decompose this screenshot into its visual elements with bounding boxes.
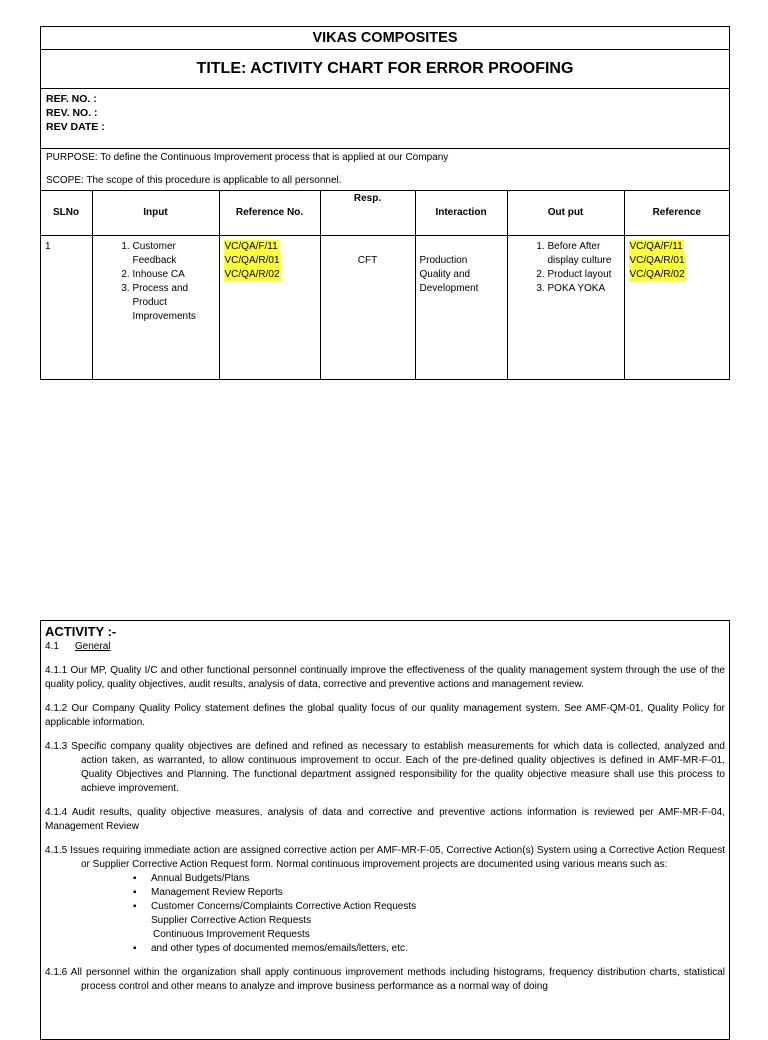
paragraph-4-1-4: 4.1.4 Audit results, quality objective measures, analysis of data and corrective and preventive actions information is reviewed per AMF-MR-F-04, Management Review	[45, 807, 725, 832]
highlighted-ref: VC/QA/F/11	[224, 240, 278, 252]
list-item: ▪ Management Review Reports	[45, 886, 725, 900]
activity-table	[41, 191, 729, 379]
list-item: Supplier Corrective Action Requests	[151, 915, 312, 926]
purpose-scope-block	[41, 149, 729, 191]
rev-no-label: REV. NO. :	[46, 107, 98, 119]
table-row	[41, 235, 729, 379]
paragraph-4-1-3: 4.1.3 Specific company quality objectives are defined and refined as necessary to establish measurements for which data is collected, analyzed and action taken, as warranted, to allow continuous improvement to occur. Each of the pre-defined quality objectives is defined in AMF-MR-F-01, Quality Objectives and Planning. The functional department assigned responsibility for the quality objective measure shall use this process to achieve improvement.	[45, 741, 725, 794]
list-item: ▪ Annual Budgets/Plans	[45, 872, 725, 886]
col-header-input: Input	[92, 191, 219, 235]
paragraph-4-1-6: 4.1.6 All personnel within the organization shall apply continuous improvement methods including histograms, frequency distribution charts, statistical process control and other means to analyze and improve business performance as a normal way of doing	[45, 967, 725, 992]
highlighted-ref: VC/QA/R/02	[224, 268, 280, 280]
highlighted-ref: VC/QA/R/01	[224, 254, 280, 266]
paragraph-4-1-2: 4.1.2 Our Company Quality Policy statement defines the global quality focus of our quality management system. See AMF-QM-01, Quality Policy for applicable information.	[45, 703, 725, 728]
list-item: Continuous Improvement Requests	[153, 929, 310, 940]
page-title: TITLE: ACTIVITY CHART FOR ERROR PROOFING	[41, 50, 729, 89]
list-item: 1. Before After display culture	[548, 240, 624, 268]
list-item: 3. Process and Product Improvements	[133, 282, 219, 324]
output-list	[508, 240, 624, 296]
activity-section	[40, 620, 730, 1040]
scope-text: SCOPE: The scope of this procedure is applicable to all personnel.	[46, 175, 342, 186]
input-list	[93, 240, 219, 324]
cell-resp	[320, 235, 415, 379]
interaction-line: Quality and	[419, 268, 471, 280]
col-header-reference: Reference	[624, 191, 729, 235]
resp-value: CFT	[357, 254, 378, 266]
highlighted-ref: VC/QA/R/01	[629, 254, 685, 266]
activity-chart-form	[40, 26, 730, 380]
cell-input	[92, 235, 219, 379]
col-header-resp: Resp.	[320, 191, 415, 235]
list-item: ▪ and other types of documented memos/emails/letters, etc.	[45, 942, 725, 956]
list-item: 1. Customer Feedback	[133, 240, 219, 268]
general-number: 4.1	[45, 641, 59, 652]
col-header-slno: SLNo	[41, 191, 92, 235]
company-name: VIKAS COMPOSITES	[41, 27, 729, 50]
ref-no-label: REF. NO. :	[46, 93, 97, 105]
rev-date-label: REV DATE :	[46, 121, 105, 133]
paragraph-4-1-5: 4.1.5 Issues requiring immediate action are assigned corrective action per AMF-MR-F-05, Corrective Action(s) System using a Corrective Action Request or Supplier Corrective Action Request form. Normal continuous improvement projects are documented using various means such as:	[45, 845, 725, 870]
activity-heading: ACTIVITY :-	[45, 624, 117, 639]
reference-block	[41, 89, 729, 149]
table-header-row	[41, 191, 729, 235]
list-item: ▪ Customer Concerns/Complaints Corrective Action Requests	[45, 900, 725, 914]
highlighted-ref: VC/QA/R/02	[629, 268, 685, 280]
documentation-means-list	[45, 872, 725, 956]
interaction-line: Development	[419, 282, 479, 294]
interaction-line: Production	[419, 254, 468, 266]
cell-output	[507, 235, 624, 379]
cell-reference	[624, 235, 729, 379]
list-item: 2. Product layout	[548, 268, 624, 282]
cell-reference-no	[219, 235, 320, 379]
col-header-reference-no: Reference No.	[219, 191, 320, 235]
general-label: General	[74, 641, 111, 652]
purpose-text: PURPOSE: To define the Continuous Improvement process that is applied at our Company	[46, 152, 449, 163]
paragraph-4-1-1: 4.1.1 Our MP, Quality I/C and other functional personnel continually improve the effectiveness of the quality management system through the use of the quality policy, quality objectives, audit results, analysis of data, corrective and preventive actions and management review.	[45, 665, 725, 690]
list-item: 2. Inhouse CA	[133, 268, 219, 282]
list-item: 3. POKA YOKA	[548, 282, 624, 296]
col-header-interaction: Interaction	[415, 191, 507, 235]
highlighted-ref: VC/QA/F/11	[629, 240, 683, 252]
cell-slno: 1	[41, 235, 92, 379]
cell-interaction	[415, 235, 507, 379]
col-header-output: Out put	[507, 191, 624, 235]
general-heading	[45, 640, 725, 654]
